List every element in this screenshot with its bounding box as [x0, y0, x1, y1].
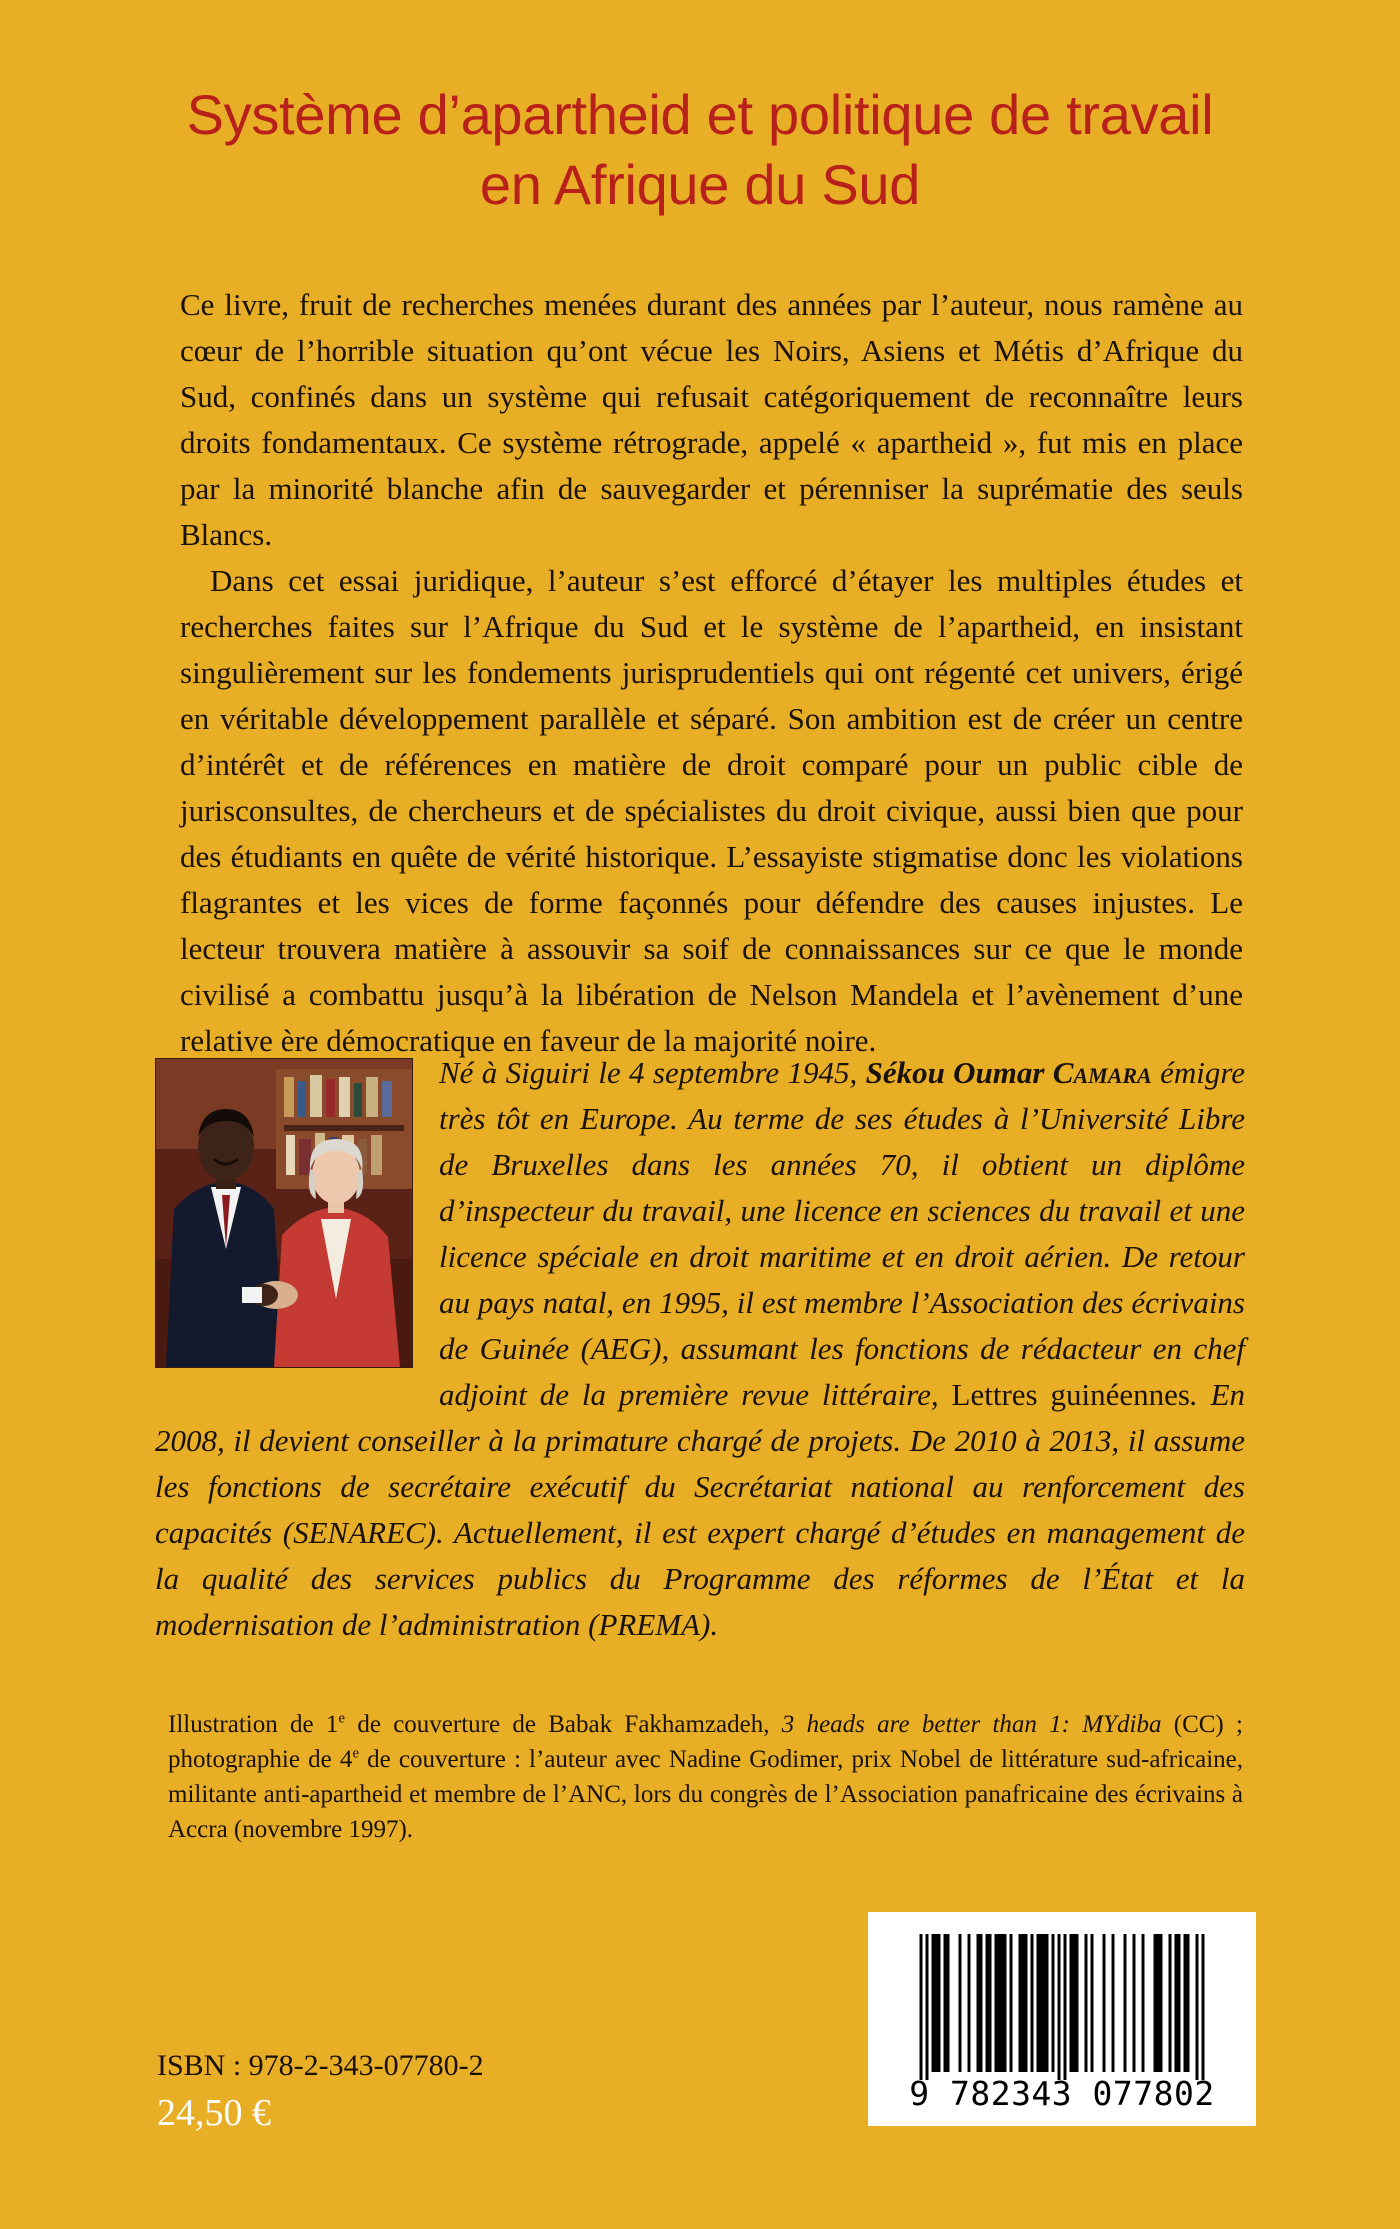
barcode-bar: [926, 1934, 929, 2080]
barcode-bar: [1001, 1934, 1004, 2072]
author-biography: [155, 1050, 1245, 1648]
barcode-bar: [1046, 1934, 1049, 2072]
barcode-bar: [1154, 1934, 1157, 2072]
barcode-bar: [935, 1934, 938, 2072]
barcode: [868, 1912, 1256, 2126]
barcode-bar: [932, 1934, 935, 2072]
barcode-bar: [968, 1934, 971, 2072]
author-photo-image: [156, 1059, 412, 1367]
barcode-digits: 9 782343 077802: [909, 2074, 1215, 2113]
barcode-bar: [1037, 1934, 1040, 2072]
barcode-bar: [959, 1934, 962, 2072]
author-last-name: Camara: [1052, 1055, 1152, 1090]
credits-superscript-2: e: [352, 1745, 359, 1762]
book-summary: [180, 282, 1243, 1064]
barcode-bar: [938, 1934, 941, 2072]
price-text: 24,50 €: [157, 2092, 271, 2134]
book-title: [100, 80, 1300, 220]
credits-superscript-1: e: [338, 1710, 346, 1727]
barcode-bar: [980, 1934, 983, 2072]
barcode-bar: [1025, 1934, 1028, 2072]
barcode-bar: [1133, 1934, 1136, 2072]
summary-paragraph-2: Dans cet essai juridique, l’auteur s’est efforcé d’étayer les multiples études et recherches faites sur l’Afrique du Sud et le système de l’apartheid, en insistant singulièrement sur les fondements jurisprudentiels qui ont régenté cet univers, érigé en véritable développement parallèle et séparé. Son ambition est de créer un centre d’intérêt et de références en matière de droit comparé pour un public cible de jurisconsultes, de chercheurs et de spécialistes du droit civique, aussi bien que pour des étudiants en quête de vérité historique. L’essayiste stigmatise donc les violations flagrantes et les vices de forme façonnés pour défendre des causes injustes. Le lecteur trouvera matière à assouvir sa soif de connaissances sur ce que le monde civilisé a combattu jusqu’à la libération de Nelson Mandela et l’avènement d’une relative ère démocratique en faveur de la majorité noire.: [180, 563, 1243, 1058]
barcode-bar: [1076, 1934, 1079, 2072]
barcode-bar: [1196, 1934, 1199, 2080]
author-first-name: Sékou Oumar: [865, 1055, 1053, 1090]
barcode-bar: [1178, 1934, 1181, 2072]
barcode-bar: [947, 1934, 950, 2072]
artwork-title: 3 heads are better than 1: MYdiba: [781, 1711, 1162, 1738]
barcode-bar: [1022, 1934, 1025, 2072]
barcode-bar: [1187, 1934, 1190, 2072]
bio-text-1: émigre très tôt en Europe. Au terme de ses études à l’Université Libre de Bruxelles dans les années 70, il obtient un diplôme d’inspecteur du travail, une licence en sciences du travail et une licence spéciale en droit maritime et en droit aérien. De retour au pays natal, en 1995, il est membre l’Association des écrivains de Guinée (AEG), assumant les fonctions de rédacteur en chef adjoint de la première revue littéraire,: [439, 1055, 1246, 1412]
barcode-bar: [1010, 1934, 1013, 2072]
barcode-bar: [1085, 1934, 1088, 2072]
credits-part-1: Illustration de 1: [168, 1711, 339, 1738]
barcode-bar: [920, 1934, 923, 2080]
barcode-bar: [1202, 1934, 1205, 2080]
barcode-bar: [1004, 1934, 1007, 2072]
author-photo: [155, 1058, 413, 1368]
barcode-bar: [1142, 1934, 1145, 2072]
barcode-bar: [998, 1934, 1001, 2072]
isbn-text: ISBN : 978-2-343-07780-2: [157, 2049, 484, 2082]
barcode-bar: [995, 1934, 998, 2072]
barcode-bar: [1157, 1934, 1160, 2072]
barcode-bar: [1043, 1934, 1046, 2072]
barcode-bar: [1160, 1934, 1163, 2072]
barcode-bar: [1019, 1934, 1022, 2072]
barcode-bar: [1052, 1934, 1055, 2072]
credits-part-3: (CC) ; photographie de 4: [168, 1711, 1243, 1773]
title-line-1: Système d’apartheid et politique de travail: [186, 83, 1214, 146]
barcode-bar: [977, 1934, 980, 2072]
bio-text-2: . En 2008, il devient conseiller à la primature chargé de projets. De 2010 à 2013, il assume les fonctions de secrétaire exécutif du Secrétariat national au renforcement des capacités (SENAREC). Actuellement, il est expert chargé d’études en management de la qualité des services publics du Programme des réformes de l’État et la modernisation de l’administration (PREMA).: [155, 1377, 1246, 1642]
journal-title: Lettres guinéennes: [951, 1377, 1190, 1412]
barcode-bar: [1112, 1934, 1115, 2072]
barcode-bar: [1169, 1934, 1172, 2072]
barcode-bar: [1040, 1934, 1043, 2072]
barcode-bar: [989, 1934, 992, 2072]
summary-paragraph-1: Ce livre, fruit de recherches menées durant des années par l’auteur, nous ramène au cœur de l’horrible situation qu’ont vécue les Noirs, Asiens et Métis d’Afrique du Sud, confinés dans un système qui refusait catégoriquement de reconnaître leurs droits fondamentaux. Ce système rétrograde, appelé « apartheid », fut mis en place par la minorité blanche afin de sauvegarder et pérenniser la suprématie des seuls Blancs.: [180, 287, 1243, 552]
credits-part-4: de couverture : l’auteur avec Nadine Godimer, prix Nobel de littérature sud-africaine, militante anti-apartheid et membre de l’ANC, lors du congrès de l’Association panafricaine des écrivains à Accra (novembre 1997).: [168, 1746, 1243, 1843]
barcode-bar: [986, 1934, 989, 2072]
credits-part-2: de couverture de Babak Fakhamzadeh,: [345, 1711, 782, 1738]
barcode-bar: [1064, 1934, 1067, 2080]
barcode-bar: [1124, 1934, 1127, 2072]
barcode-bar: [1070, 1934, 1073, 2072]
barcode-bar: [944, 1934, 947, 2072]
barcode-bar: [1058, 1934, 1061, 2080]
barcode-bars: [868, 1912, 1256, 2080]
barcode-bar: [1184, 1934, 1187, 2072]
bio-intro: Né à Siguiri le 4 septembre 1945,: [439, 1055, 866, 1090]
barcode-bar: [1103, 1934, 1106, 2072]
barcode-bar: [1031, 1934, 1034, 2072]
title-line-2: en Afrique du Sud: [479, 153, 921, 216]
cover-credits: [168, 1707, 1243, 1847]
barcode-bar: [1175, 1934, 1178, 2072]
barcode-bar: [1091, 1934, 1094, 2072]
barcode-bar: [1073, 1934, 1076, 2072]
